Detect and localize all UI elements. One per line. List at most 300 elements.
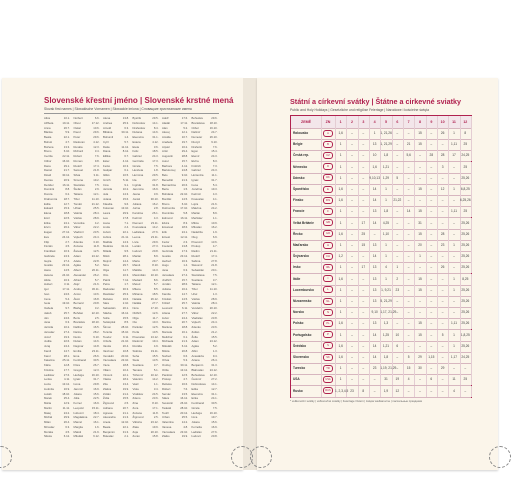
name-entry	[162, 178, 189, 182]
name-day-date: 22.2.	[211, 310, 218, 315]
name-text: Dávid	[44, 173, 52, 177]
holiday-days-cell: 1,6	[369, 162, 381, 173]
name-day-date: 23.11.	[150, 234, 159, 239]
holiday-days-cell: 9,10,13	[369, 173, 381, 184]
header-month: 11	[448, 116, 460, 128]
name-entry	[192, 211, 219, 215]
name-text: Leopold	[73, 405, 84, 410]
perforation-mark-right	[489, 446, 511, 468]
name-day-date: 16.9.	[93, 401, 100, 405]
name-day-date: 7.12.	[122, 277, 129, 282]
holiday-days-cell: 1	[380, 184, 392, 195]
name-day-date: 4.3.	[212, 192, 218, 196]
name-day-date: 18.4.	[93, 410, 100, 415]
holiday-days-cell: 8,25	[460, 274, 472, 285]
name-entry	[74, 392, 101, 396]
country-code-cell	[321, 229, 336, 240]
country-code-cell	[321, 352, 336, 363]
holiday-days-cell: –	[392, 218, 404, 229]
name-day-date: 16.3.	[181, 258, 188, 263]
name-entry	[162, 211, 189, 215]
name-day-date: 8.5.	[124, 320, 129, 325]
holiday-days-cell: –	[437, 374, 449, 385]
name-text: Ingrida	[132, 182, 142, 187]
holiday-days-cell: –	[414, 386, 426, 397]
name-day-date: 9.6.	[124, 201, 129, 206]
name-entry	[44, 240, 71, 244]
holiday-days-cell: –	[392, 150, 404, 161]
name-entry	[192, 149, 219, 153]
name-entry	[162, 240, 189, 244]
name-entry	[162, 415, 189, 419]
name-day-date: 24.4.	[211, 320, 218, 325]
holiday-days-cell: –	[448, 162, 460, 173]
name-entry	[133, 358, 160, 362]
name-day-date: 21.6.	[211, 201, 218, 206]
name-entry	[192, 216, 219, 220]
name-entry	[133, 168, 160, 172]
name-text: Erika	[191, 396, 198, 401]
holiday-days-cell: –	[426, 307, 438, 318]
name-text: Tichomír	[132, 372, 144, 377]
name-entry	[44, 320, 71, 324]
holiday-days-cell: 1	[335, 173, 347, 184]
name-entry	[162, 282, 189, 286]
name-text: Anna	[44, 125, 51, 130]
name-text: Leonard	[162, 306, 173, 310]
name-text: Bruno	[162, 201, 170, 206]
name-text: Liliana	[162, 310, 171, 315]
holiday-days-cell: 25,26	[460, 173, 472, 184]
holiday-days-cell: 1,11	[448, 139, 460, 150]
name-entry	[133, 221, 160, 225]
name-text: Dušan	[73, 339, 82, 344]
name-entry	[192, 263, 219, 267]
name-text: Prokop	[162, 377, 171, 382]
holiday-days-cell: –	[414, 262, 426, 273]
name-text: Radim	[191, 249, 200, 253]
name-entry	[162, 249, 189, 253]
name-day-date: 28.6.	[181, 282, 188, 287]
name-day-date: 2.4.	[124, 225, 129, 230]
name-day-date: 22.1.	[122, 372, 129, 377]
country-name: Německo	[291, 162, 322, 173]
country-code-badge: L	[323, 286, 333, 293]
holiday-days-cell: –	[426, 218, 438, 229]
name-text: Alica	[44, 116, 51, 120]
table-row	[291, 240, 471, 252]
name-text: Adam	[73, 253, 81, 258]
name-entry	[133, 382, 160, 386]
header-month: 1	[335, 116, 347, 128]
name-text: Igor	[44, 287, 49, 291]
holiday-days-cell: –	[437, 307, 449, 318]
name-day-date: 24.12.	[62, 234, 70, 239]
name-text: Bibiána	[103, 130, 113, 135]
holiday-days-cell: –	[346, 218, 358, 229]
name-day-date: 31.7.	[211, 177, 218, 182]
name-text: Robert	[73, 154, 82, 158]
name-entry	[162, 354, 189, 358]
name-day-date: 26.12.	[150, 296, 159, 301]
name-entry	[133, 164, 160, 168]
holiday-days-cell: –	[437, 206, 449, 217]
name-entry	[44, 249, 71, 253]
name-entry	[192, 187, 219, 191]
name-text: Oskar	[73, 125, 81, 130]
holiday-days-cell: 1,17	[448, 352, 460, 363]
name-text: Emanuel	[162, 225, 174, 230]
name-text: Vladimír	[73, 230, 84, 234]
name-text: Dezider	[44, 182, 54, 187]
name-entry	[103, 225, 130, 229]
holiday-days-cell: 1	[335, 218, 347, 229]
name-text: Cecília	[44, 154, 53, 158]
name-entry	[133, 225, 160, 229]
name-entry	[192, 339, 219, 343]
country-name: Polsko	[291, 318, 322, 329]
holiday-days-cell: 5	[392, 173, 404, 184]
name-day-date: 1.9.	[212, 230, 218, 234]
holiday-days-cell: 1,17, 21,29	[380, 307, 392, 318]
table-row	[291, 195, 471, 207]
holiday-days-cell: –	[403, 262, 415, 273]
holiday-days-cell: –	[414, 341, 426, 352]
name-entry	[192, 430, 219, 434]
name-day-date: 28.4.	[93, 211, 100, 215]
name-entry	[44, 430, 71, 434]
name-entry	[103, 149, 130, 153]
holiday-days-cell: 1,8	[380, 352, 392, 363]
name-entry	[162, 287, 189, 291]
name-text: Florián	[44, 244, 53, 249]
name-day-date: 1.7.	[124, 282, 129, 287]
name-text: Edmund	[162, 215, 173, 220]
name-entry	[44, 149, 71, 153]
holiday-days-cell: –	[358, 352, 370, 363]
name-entry	[103, 145, 130, 149]
name-text: Karol	[44, 353, 51, 358]
name-entry	[192, 178, 219, 182]
name-text: Monika	[44, 429, 54, 434]
name-text: Gejza	[44, 258, 52, 263]
name-entry	[74, 254, 101, 258]
name-text: Kazimír	[132, 215, 142, 220]
name-entry	[74, 287, 101, 291]
name-text: Metod	[132, 282, 141, 287]
name-entry	[162, 121, 189, 125]
name-day-date: 29.9.	[152, 239, 159, 244]
name-text: Dušana	[132, 130, 143, 135]
name-entry	[103, 259, 130, 263]
holiday-days-cell: 13	[369, 285, 381, 296]
name-entry	[133, 178, 160, 182]
name-day-date: 3.9.	[153, 192, 159, 196]
name-entry	[44, 377, 71, 381]
name-day-date: 23.11.	[150, 220, 159, 225]
name-text: Hilda	[44, 277, 51, 282]
name-column	[133, 116, 160, 441]
name-text: Arnold	[103, 125, 112, 130]
name-entry	[103, 254, 130, 258]
holiday-days-cell: 26	[437, 262, 449, 273]
holiday-days-cell: –	[403, 162, 415, 173]
name-day-date: 29.7.	[122, 263, 129, 268]
holiday-days-cell: –	[369, 229, 381, 240]
holiday-days-cell: –	[358, 251, 370, 262]
name-entry	[103, 116, 130, 120]
name-entry	[192, 278, 219, 282]
table-row	[291, 150, 471, 162]
name-day-date: 21.8.	[93, 168, 100, 173]
name-day-date: 8.10.	[152, 401, 159, 405]
name-entry	[162, 392, 189, 396]
holiday-days-cell: –	[358, 363, 370, 374]
name-entry	[103, 406, 130, 410]
country-code-badge: CH	[323, 253, 333, 260]
name-text: Viola	[132, 386, 139, 391]
name-entry	[44, 206, 71, 210]
name-entry	[192, 254, 219, 258]
name-entry	[162, 197, 189, 201]
name-day-date: 23.11.	[91, 348, 100, 353]
name-entry	[162, 183, 189, 187]
holiday-days-cell: 14	[369, 218, 381, 229]
name-text: Terézia	[103, 329, 113, 334]
name-text: Uršuľa	[103, 339, 112, 344]
name-text: Ladislav	[44, 372, 55, 377]
name-day-date: 12.10.	[121, 420, 129, 424]
name-entry	[44, 225, 71, 229]
name-day-date: 31.12.	[121, 244, 129, 249]
name-entry	[162, 192, 189, 196]
name-text: Rebeka	[162, 382, 172, 386]
name-text: Olga	[103, 268, 109, 272]
holiday-days-cell: 1,19, 21,29	[380, 363, 392, 374]
name-entry	[133, 187, 160, 191]
name-text: Viera	[103, 363, 110, 367]
name-day-date: 12.7.	[211, 386, 218, 391]
holiday-days-cell: –	[358, 296, 370, 307]
name-day-date: 27.6.	[211, 429, 218, 434]
name-day-date: 31.1.	[152, 135, 159, 139]
name-day-date: 25.11.	[62, 358, 70, 363]
country-name: Řecko	[291, 229, 322, 240]
country-code-cell	[321, 307, 336, 318]
name-text: Edita	[44, 201, 51, 206]
name-text: Tibor	[73, 196, 80, 201]
name-entry	[162, 330, 189, 334]
table-row	[291, 296, 471, 308]
name-text: Gizela	[132, 163, 141, 168]
holiday-days-cell: 15	[414, 274, 426, 285]
holiday-days-cell: –	[392, 307, 404, 318]
name-entry	[103, 202, 130, 206]
name-day-date: 5.4.	[65, 296, 70, 301]
holiday-days-cell: –	[437, 173, 449, 184]
name-day-date: 26.7.	[93, 363, 100, 367]
name-text: Dionýz	[191, 139, 201, 144]
country-code-badge: IRL	[323, 264, 333, 271]
name-entry	[133, 301, 160, 305]
name-text: Oleg	[191, 234, 198, 239]
name-entry	[74, 259, 101, 263]
name-day-date: 16.10.	[209, 410, 218, 415]
name-text: Nikola	[44, 434, 52, 439]
name-text: Estera	[132, 139, 141, 144]
name-entry	[74, 145, 101, 149]
name-day-date: 1.8.	[153, 168, 159, 173]
name-entry	[44, 154, 71, 158]
holiday-days-cell: –	[426, 128, 438, 139]
name-entry	[192, 140, 219, 144]
name-day-date: 13.5.	[152, 358, 159, 363]
name-text: Klaudia	[103, 201, 113, 206]
name-text: Bernard	[73, 301, 84, 306]
name-entry	[162, 339, 189, 343]
name-day-date: 29.6.	[211, 116, 218, 120]
holiday-days-cell: 10	[369, 150, 381, 161]
name-text: Jaromíra	[132, 187, 144, 192]
name-text: Helena	[44, 272, 53, 277]
name-day-date: 1.1.	[153, 382, 159, 386]
holiday-days-cell: 1,21	[380, 341, 392, 352]
name-text: Zdenka	[73, 239, 83, 244]
holiday-days-cell: 1, 9,21	[380, 285, 392, 296]
holiday-days-cell: 25,26	[460, 218, 472, 229]
name-entry	[162, 434, 189, 438]
name-text: Lucián	[132, 244, 141, 249]
name-day-date: 20.9.	[63, 177, 70, 182]
name-text: Václav	[191, 296, 200, 301]
name-entry	[44, 221, 71, 225]
name-text: Krasoslav	[191, 196, 204, 201]
name-text: Ferdinand	[191, 401, 205, 405]
holiday-days-cell: –	[448, 262, 460, 273]
name-entry	[74, 116, 101, 120]
name-text: Augustín	[162, 154, 174, 158]
name-text: Jarmila	[103, 187, 113, 192]
name-day-date: 18.2.	[122, 377, 129, 382]
holiday-days-cell: –	[358, 162, 370, 173]
holiday-days-cell: –	[426, 184, 438, 195]
name-day-date: 28.8.	[181, 154, 188, 158]
name-day-date: 6.12.	[181, 344, 188, 348]
holiday-days-cell: 1	[380, 240, 392, 251]
name-entry	[192, 116, 219, 120]
name-day-date: 25.3.	[122, 291, 129, 296]
holiday-days-cell: 8	[460, 128, 472, 139]
holiday-days-cell: 1,25	[380, 330, 392, 341]
table-row	[291, 262, 471, 274]
name-entry	[74, 268, 101, 272]
name-text: Dobromila	[162, 206, 175, 211]
holiday-days-cell: 11	[448, 374, 460, 385]
name-text: Jolana	[73, 391, 82, 396]
name-day-date: 12.7.	[63, 201, 70, 206]
name-day-date: 22.10.	[180, 192, 188, 196]
name-entry	[192, 268, 219, 272]
holiday-days-cell: –	[437, 139, 449, 150]
name-entry	[74, 168, 101, 172]
name-text: Juraj	[44, 344, 51, 348]
country-code-badge: TR	[323, 365, 333, 372]
name-entry	[44, 202, 71, 206]
name-day-date: 22.5.	[63, 215, 70, 220]
holiday-days-cell: –	[403, 296, 415, 307]
holiday-days-cell: –	[358, 184, 370, 195]
name-day-date: 9.10.	[181, 173, 188, 177]
name-text: Radovan	[73, 139, 85, 144]
name-text: Stanislav	[73, 182, 85, 187]
name-day-date: 21.3.	[181, 177, 188, 182]
name-day-date: 28.10.	[121, 325, 129, 329]
name-day-date: 1.4.	[124, 135, 129, 139]
name-text: Samuel	[73, 168, 83, 173]
holiday-days-cell: –	[346, 296, 358, 307]
holiday-days-cell: 1,6	[335, 184, 347, 195]
name-entry	[133, 230, 160, 234]
holiday-days-cell: –	[403, 251, 415, 262]
country-code-badge: S	[323, 342, 333, 349]
name-text: Ema	[73, 353, 80, 358]
name-day-date: 24.12.	[91, 253, 100, 258]
name-text: Zina	[132, 401, 138, 405]
name-text: Ľudmila	[44, 386, 54, 391]
name-text: Malvína	[191, 206, 202, 211]
name-entry	[103, 373, 130, 377]
name-entry	[74, 415, 101, 419]
name-entry	[44, 235, 71, 239]
name-text: Miroslav	[44, 424, 55, 429]
name-day-date: 9.10.	[211, 139, 218, 144]
name-day-date: 10.3.	[122, 272, 129, 277]
name-day-date: 30.11.	[121, 130, 129, 135]
name-text: Beata	[103, 424, 111, 429]
name-text: Alexander	[73, 272, 87, 277]
name-entry	[103, 278, 130, 282]
name-day-date: 14.2.	[152, 225, 159, 230]
name-text: Vojtech	[73, 234, 83, 239]
name-entry	[133, 116, 160, 120]
name-day-date: 15.8.	[152, 434, 159, 439]
country-name: Itálie	[291, 274, 322, 285]
name-day-date: 11.7.	[152, 315, 159, 320]
table-row	[291, 330, 471, 342]
name-day-date: 14.7.	[181, 291, 188, 296]
name-entry	[103, 363, 130, 367]
name-day-date: 20.7.	[152, 177, 159, 182]
name-text: Pankrác	[162, 372, 173, 377]
name-text: Alexandra	[103, 415, 116, 420]
name-text: Benjamín	[103, 429, 115, 434]
holiday-days-cell: 25,26	[460, 307, 472, 318]
name-text: Svetlana	[132, 363, 144, 367]
name-day-date: 22.7.	[93, 415, 100, 420]
name-day-date: 13.4.	[122, 382, 129, 386]
name-day-date: 14.3.	[122, 239, 129, 244]
name-day-date: 8.3.	[212, 158, 218, 163]
name-entry	[192, 230, 219, 234]
name-day-date: 11.11.	[62, 405, 70, 410]
holiday-days-cell: –	[346, 251, 358, 262]
name-day-date: 11.10.	[209, 287, 218, 291]
holiday-days-cell: –	[358, 318, 370, 329]
country-code-badge: P	[323, 331, 333, 338]
holiday-days-cell: 1	[369, 128, 381, 139]
table-row	[291, 229, 471, 241]
name-text: Bohdana	[162, 192, 174, 196]
